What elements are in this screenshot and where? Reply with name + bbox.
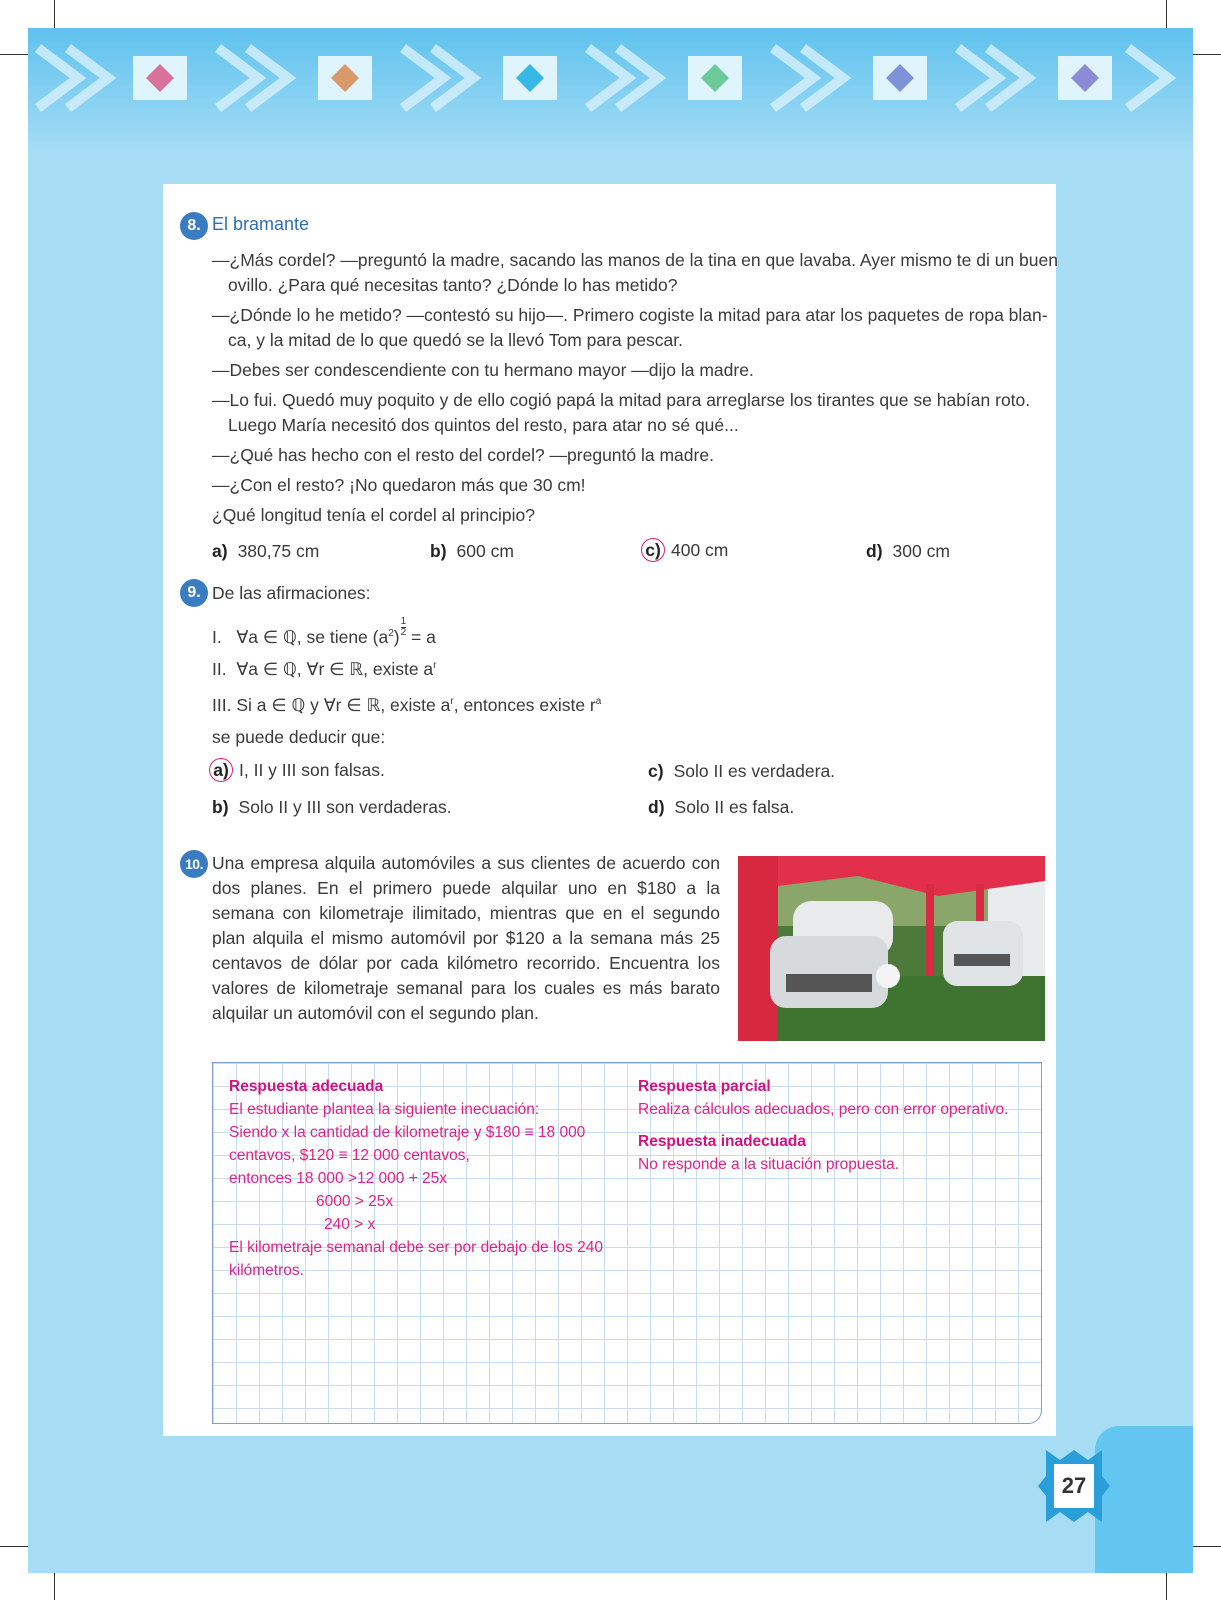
partial-answer-title: Respuesta parcial	[638, 1078, 771, 1095]
cars-under-tent-photo	[738, 856, 1045, 1041]
partial-answer-block	[638, 1075, 1038, 1176]
answer-option-correct: c) 400 cm	[641, 538, 728, 562]
crop-mark	[1193, 54, 1221, 55]
question-number: 9.	[180, 579, 208, 607]
answer-option: d) Solo II es falsa.	[648, 797, 795, 817]
answer-line: centavos, $120 ≡ 12 000 centavos,	[229, 1147, 470, 1164]
dialogue-line: —¿Más cordel? —preguntó la madre, sacando las manos de la tina en que lavaba. Ayer mismo te di un buen	[212, 250, 1058, 270]
answer-option-correct: a) I, II y III son falsas.	[209, 758, 385, 782]
answer-line: Siendo x la cantidad de kilometraje y $180 ≡ 18 000	[229, 1124, 586, 1141]
answer-line: entonces 18 000 >12 000 + 25x	[229, 1170, 448, 1187]
answer-line: El estudiante plantea la siguiente inecuación:	[229, 1101, 540, 1118]
statement-1: I. ∀a ∈ ℚ, se tiene $(a^2)$ $\frac{1}{2}$ = a	[212, 616, 436, 647]
crop-mark	[54, 1573, 55, 1600]
decorative-banner	[28, 28, 1193, 153]
answer-option: c) Solo II es verdadera.	[648, 761, 836, 781]
crop-mark	[0, 1546, 28, 1547]
dialogue-line: —¿Con el resto? ¡No quedaron más que 30 cm!	[212, 475, 586, 495]
correct-answer-circle: c)	[641, 538, 665, 562]
answer-line: El kilometraje semanal debe ser por debajo de los 240	[229, 1239, 603, 1256]
statement-2: II. ∀a ∈ ℚ, ∀r ∈ ℝ, existe $a^r$	[212, 658, 437, 679]
dialogue-line: —Lo fui. Quedó muy poquito y de ello cogió papá la mitad para arreglarse los tirantes que se habían roto.	[212, 390, 1031, 410]
crop-mark	[1193, 1546, 1221, 1547]
answer-option: a) 380,75 cm	[212, 541, 320, 561]
page-number-badge	[1034, 1446, 1114, 1526]
adequate-answer-title: Respuesta adecuada	[229, 1078, 384, 1095]
question-text: Una empresa alquila automóviles a sus clientes de acuerdo con dos planes. En el primero puede alquilar uno en $180 a la semana con kilometraje ilimitado, mientras que en el segundo plan alquila el mismo automóvil por $120 a la semana más 25 centavos de dólar por cada kilómetro recorrido. Encuentra los valores de kilometraje semanal para los cuales es más barato alquilar un automóvil con el segundo plan.	[212, 853, 720, 1023]
crop-mark	[1166, 0, 1167, 28]
crop-mark	[0, 54, 28, 55]
correct-answer-circle: a)	[209, 758, 233, 782]
answer-line: 240 > x	[324, 1216, 376, 1233]
question-prompt: ¿Qué longitud tenía el cordel al principio?	[212, 505, 535, 525]
dialogue-line: —¿Dónde lo he metido? —contestó su hijo—. Primero cogiste la mitad para atar los paquetes de ropa blan-	[212, 305, 1048, 325]
dialogue-line: Luego María necesitó dos quintos del resto, para atar no sé qué...	[228, 415, 739, 435]
answer-option: b) Solo II y III son verdaderas.	[212, 797, 452, 817]
answer-option: b) 600 cm	[430, 541, 514, 561]
inadequate-answer-title: Respuesta inadecuada	[638, 1133, 806, 1150]
inadequate-answer-text: No responde a la situación propuesta.	[638, 1156, 900, 1173]
answer-option: d) 300 cm	[866, 541, 950, 561]
answer-line: 6000 > 25x	[316, 1193, 394, 1210]
question-number: 8.	[180, 212, 208, 240]
question-title: El bramante	[212, 214, 310, 234]
crop-mark	[54, 0, 55, 28]
page-number: 27	[1061, 1473, 1087, 1498]
answer-line: kilómetros.	[229, 1262, 304, 1279]
dialogue-line: ovillo. ¿Para qué necesitas tanto? ¿Dónde lo has metido?	[228, 275, 678, 295]
question-number: 10.	[180, 850, 208, 878]
partial-answer-text: Realiza cálculos adecuados, pero con error operativo.	[638, 1101, 1009, 1118]
crop-mark	[1166, 1573, 1167, 1600]
statement-3: III. Si a ∈ ℚ y ∀r ∈ ℝ, existe $a^r$, entonces existe $r^a$	[212, 694, 602, 715]
deduce-line: se puede deducir que:	[212, 727, 386, 747]
adequate-answer-block	[229, 1075, 629, 1282]
dialogue-line: —Debes ser condescendiente con tu hermano mayor —dijo la madre.	[212, 360, 754, 380]
dialogue-line: ca, y la mitad de lo que quedó se la llevó Tom para pescar.	[228, 330, 683, 350]
question-intro: De las afirmaciones:	[212, 583, 371, 603]
dialogue-line: —¿Qué has hecho con el resto del cordel? —preguntó la madre.	[212, 445, 714, 465]
